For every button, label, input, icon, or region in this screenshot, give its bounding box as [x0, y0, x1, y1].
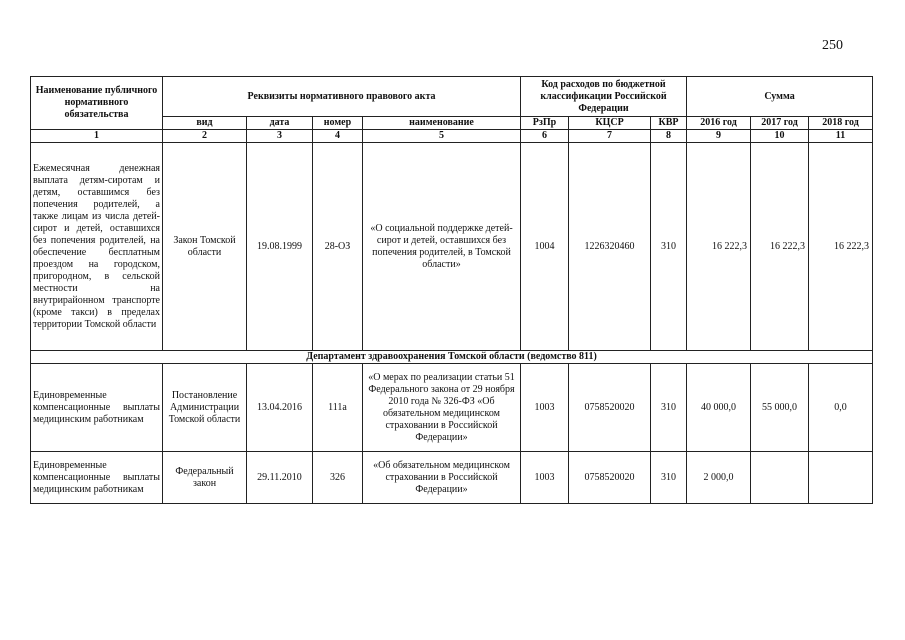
kvr-code: 310: [651, 364, 687, 452]
sum-2018: 16 222,3: [809, 143, 873, 351]
table-row: [31, 143, 873, 351]
column-number: 9: [687, 130, 751, 143]
column-number: 6: [521, 130, 569, 143]
header-kvr: КВР: [651, 117, 687, 130]
column-number: 5: [363, 130, 521, 143]
kvr-code: 310: [651, 143, 687, 351]
header-kcsr: КЦСР: [569, 117, 651, 130]
act-date: 13.04.2016: [247, 364, 313, 452]
sum-2016: 2 000,0: [687, 452, 751, 504]
rzpr-code: 1004: [521, 143, 569, 351]
act-name: «О социальной поддержке детей-сирот и детей, оставшихся без попечения родителей, в Томской области»: [363, 143, 521, 351]
column-number: 4: [313, 130, 363, 143]
obligations-table: [30, 76, 873, 504]
column-number: 3: [247, 130, 313, 143]
section-title: Департамент здравоохранения Томской области (ведомство 811): [31, 351, 873, 364]
kcsr-code: 1226320460: [569, 143, 651, 351]
act-number: 111а: [313, 364, 363, 452]
column-number: 2: [163, 130, 247, 143]
act-name: «Об обязательном медицинском страховании в Российской Федерации»: [363, 452, 521, 504]
obligation-name: Единовременные компенсационные выплаты медицинским работникам: [31, 452, 163, 504]
column-number: 10: [751, 130, 809, 143]
table-row: [31, 452, 873, 504]
sum-2016: 40 000,0: [687, 364, 751, 452]
header-name: наименование: [363, 117, 521, 130]
column-number: 8: [651, 130, 687, 143]
act-number: 326: [313, 452, 363, 504]
header-2016: 2016 год: [687, 117, 751, 130]
sum-2018: [809, 452, 873, 504]
header-rzpr: РзПр: [521, 117, 569, 130]
act-name: «О мерах по реализации статьи 51 Федерального закона от 29 ноября 2010 года № 326-ФЗ «Об обязательном медицинском страховании в Российской Федерации»: [363, 364, 521, 452]
rzpr-code: 1003: [521, 364, 569, 452]
obligation-name: Ежемесячная денежная выплата детям-сиротам и детям, оставшимся без попечения родителей, а также лицам из числа детей-сирот и детей, оставшихся без попечения родителей, на обеспечение бесплатным проездом на городском, пригородном, в сельской местности на внутрирайонном транспорте (кроме такси) в пределах территории Томской области: [31, 143, 163, 351]
sum-2017: 55 000,0: [751, 364, 809, 452]
sum-2016: 16 222,3: [687, 143, 751, 351]
header-obligation: Наименование публичного нормативного обязательства: [31, 77, 163, 130]
header-number: номер: [313, 117, 363, 130]
act-kind: Постановление Администрации Томской области: [163, 364, 247, 452]
act-kind: Закон Томской области: [163, 143, 247, 351]
act-number: 28-ОЗ: [313, 143, 363, 351]
column-number-row: [31, 130, 873, 143]
header-act-requisites: Реквизиты нормативного правового акта: [163, 77, 521, 117]
column-number: 7: [569, 130, 651, 143]
header-2018: 2018 год: [809, 117, 873, 130]
header-kind: вид: [163, 117, 247, 130]
act-kind: Федеральный закон: [163, 452, 247, 504]
column-number: 11: [809, 130, 873, 143]
obligation-name: Единовременные компенсационные выплаты медицинским работникам: [31, 364, 163, 452]
header-row-top: [31, 77, 873, 117]
kcsr-code: 0758520020: [569, 452, 651, 504]
table-row: [31, 364, 873, 452]
header-date: дата: [247, 117, 313, 130]
column-number: 1: [31, 130, 163, 143]
rzpr-code: 1003: [521, 452, 569, 504]
section-row: [31, 351, 873, 364]
sum-2017: [751, 452, 809, 504]
act-date: 29.11.2010: [247, 452, 313, 504]
kcsr-code: 0758520020: [569, 364, 651, 452]
act-date: 19.08.1999: [247, 143, 313, 351]
sum-2018: 0,0: [809, 364, 873, 452]
page-number: 250: [822, 38, 843, 53]
sum-2017: 16 222,3: [751, 143, 809, 351]
header-budget-code: Код расходов по бюджетной классификации Российской Федерации: [521, 77, 687, 117]
header-2017: 2017 год: [751, 117, 809, 130]
kvr-code: 310: [651, 452, 687, 504]
header-sum: Сумма: [687, 77, 873, 117]
